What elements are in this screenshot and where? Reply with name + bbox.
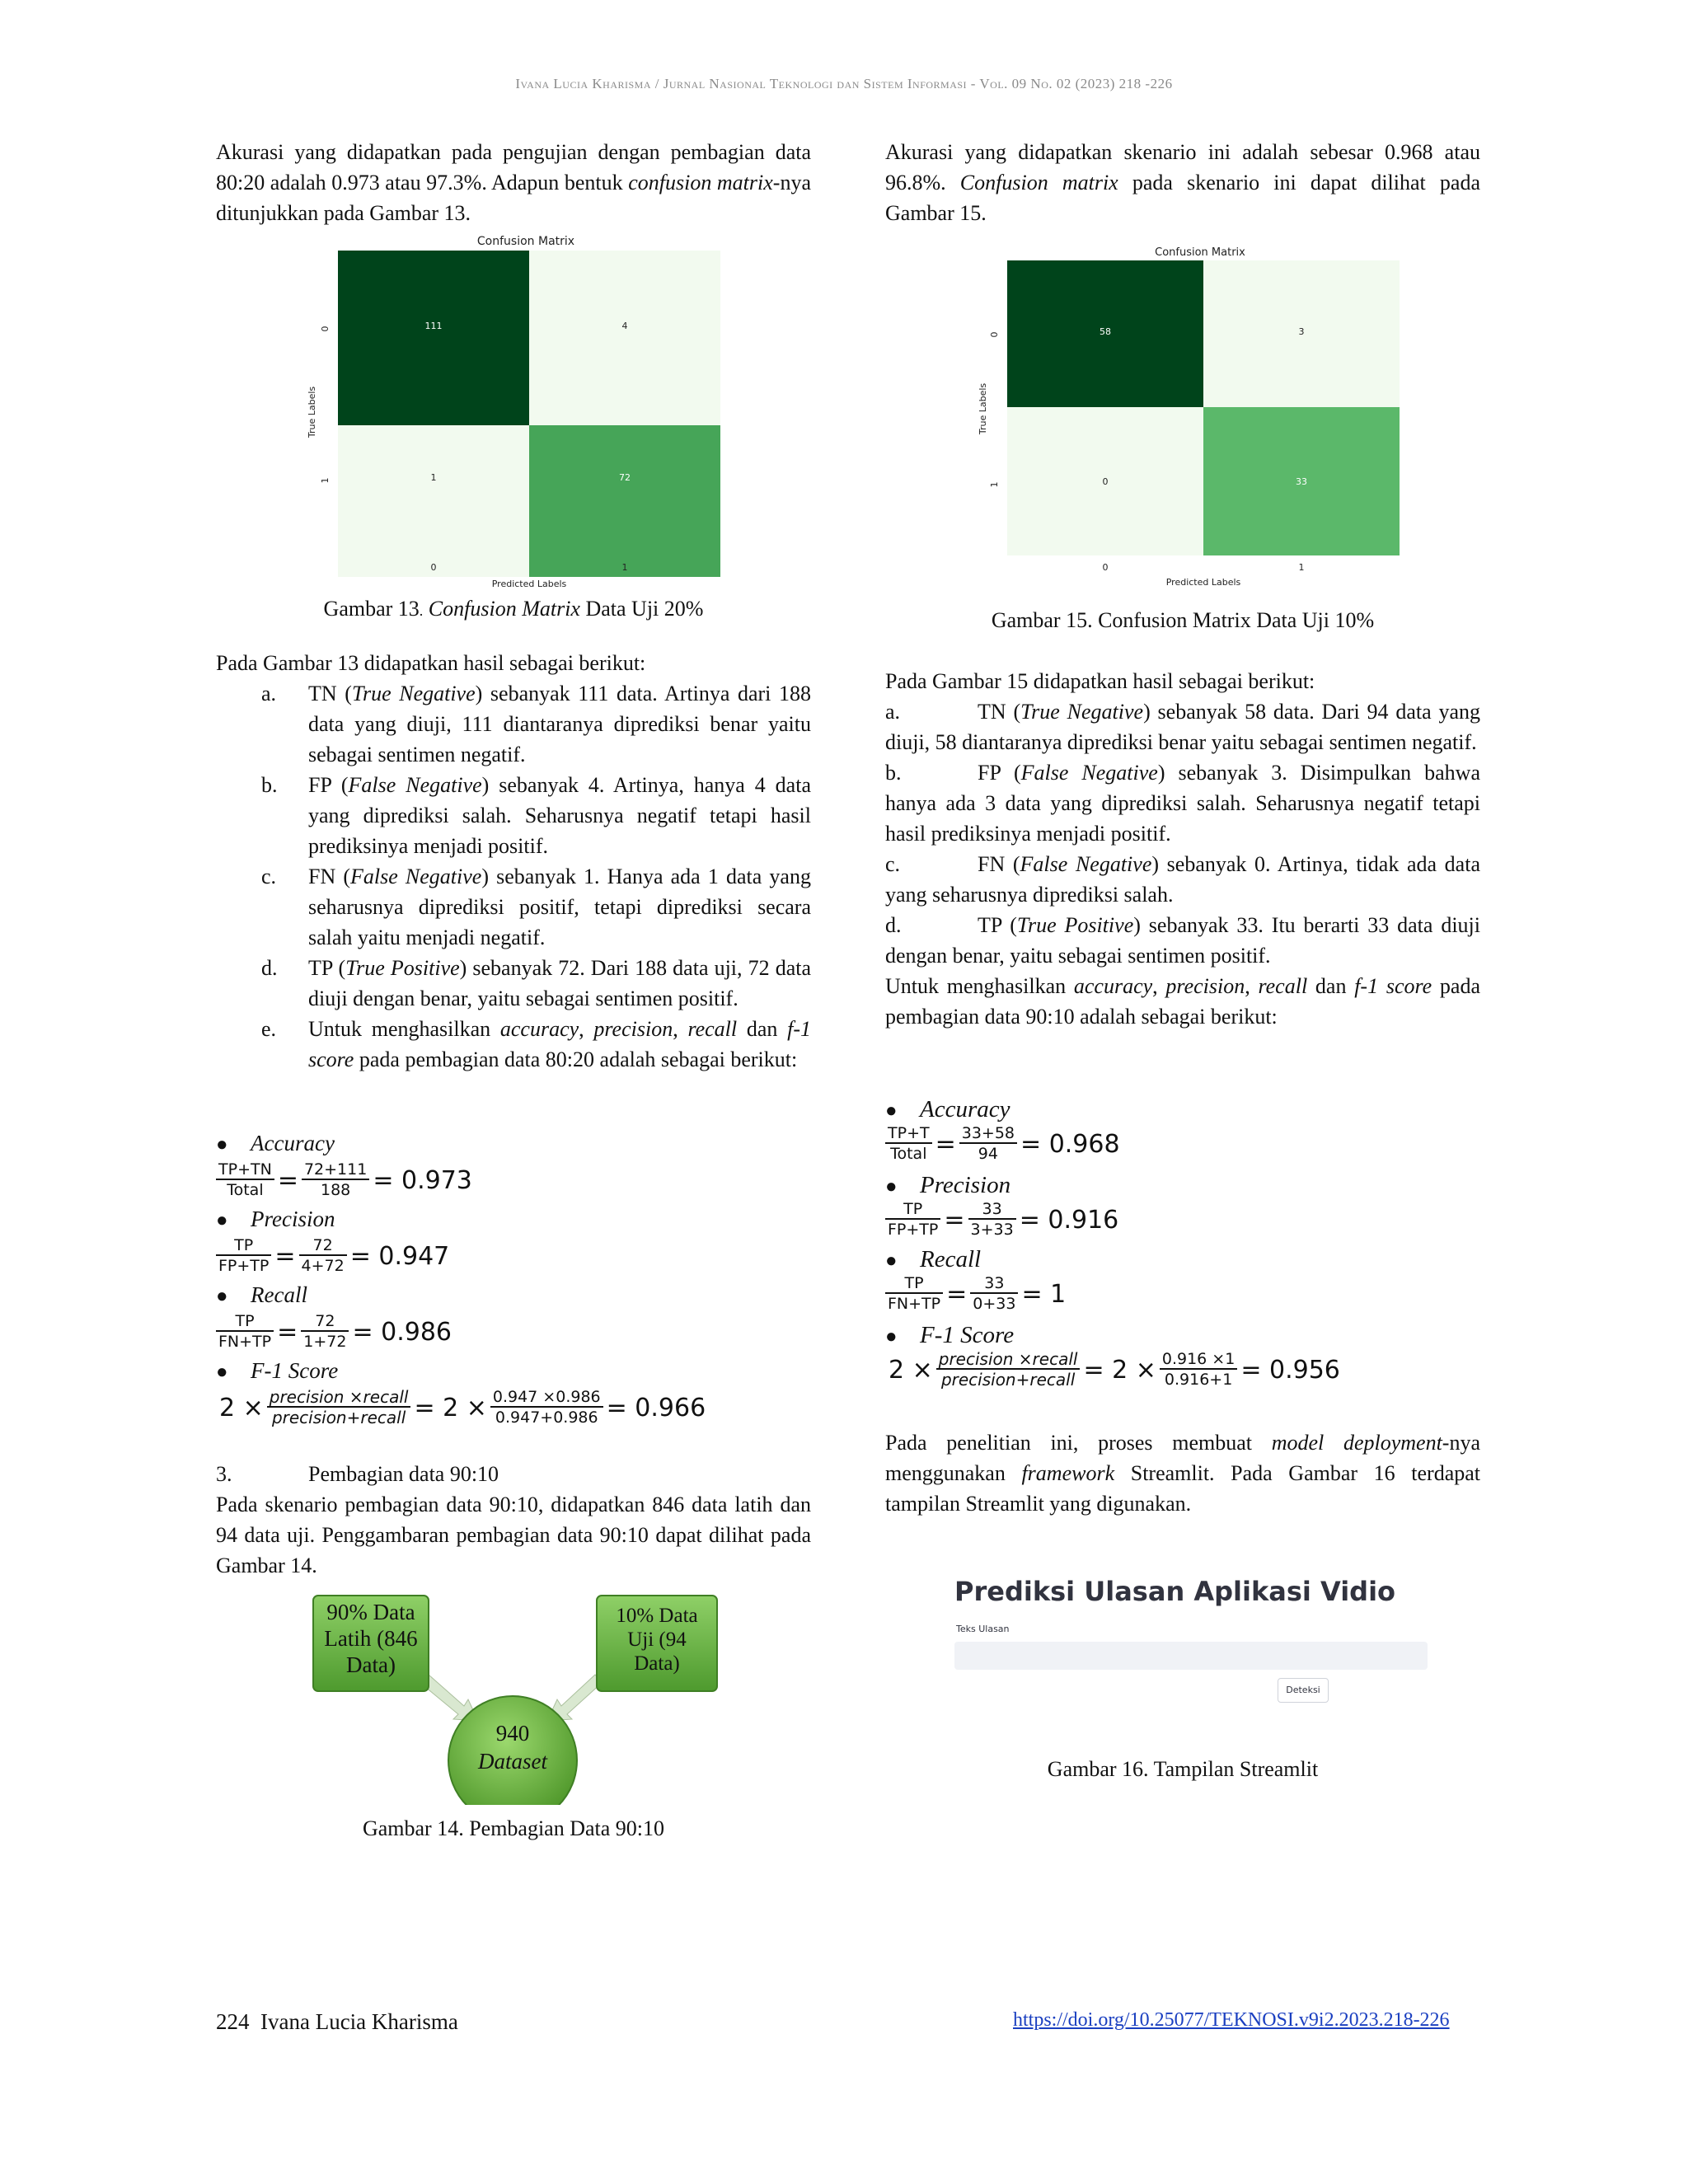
cm13-cell-fn: [338, 425, 529, 577]
right-metric-recall-name: ● Recall: [885, 1246, 982, 1272]
cm15-ylabel: True Labels: [978, 382, 988, 435]
right-closing: Untuk menghasilkan accuracy, precision, recall dan f-1 score pada pembagian data 90:10 adalah sebagai berikut:: [885, 974, 1481, 1029]
box-train-text: 90% Data Latih (846 Data): [324, 1600, 418, 1677]
cm13-value-fn: 1: [430, 472, 437, 483]
cm15-value-fn: 0: [1102, 476, 1109, 487]
cm15-title: Confusion Matrix: [1155, 246, 1245, 259]
cm13-value-tn: 111: [424, 321, 443, 331]
left-item-d: d. TP (True Positive) sebanyak 72. Dari 188 data uji, 72 data diuji dengan benar, yaitu sebagai sentimen positif.: [261, 956, 811, 1010]
cm13-xtick-1: 1: [621, 562, 628, 573]
cm15-value-fp: 3: [1298, 326, 1305, 337]
left-results: [216, 648, 811, 1075]
right-metric-accuracy-name: ● Accuracy: [885, 1096, 1010, 1122]
cm15-xtick-0: 0: [1102, 562, 1109, 573]
figure-14: [305, 1592, 730, 1813]
cm13-cell-fp: [529, 251, 720, 425]
right-deploy-paragraph: Pada penelitian ini, proses membuat model deployment-nya menggunakan framework Streamlit. Pada Gambar 16 terdapat tampilan Streamlit yang digunakan.: [885, 1431, 1480, 1516]
right-results: [885, 666, 1480, 1032]
section-title: Pembagian data 90:10: [308, 1462, 499, 1486]
right-metric-f1-name: ● F-1 Score: [885, 1322, 1015, 1348]
left-item-a: a. TN (True Negative) sebanyak 111 data. Artinya dari 188 data yang diuji, 111 diantaranya diprediksi benar yaitu sebagai sentimen negatif.: [261, 682, 812, 766]
box-test-text: 10% Data Uji (94 Data): [616, 1605, 698, 1675]
streamlit-text-input[interactable]: [954, 1642, 1428, 1670]
right-results-intro: Pada Gambar 15 didapatkan hasil sebagai berikut:: [885, 669, 1315, 693]
left-intro: Akurasi yang didapatkan pada pengujian dengan pembagian data 80:20 adalah 0.973 atau 97.3%. Adapun bentuk confusion matrix-nya ditunjukkan pada Gambar 13.: [216, 140, 811, 225]
cm15-ytick-0: 0: [989, 331, 1000, 338]
figure-16-caption: Gambar 16. Tampilan Streamlit: [1047, 1757, 1319, 1781]
figure-16-streamlit: [948, 1566, 1442, 1714]
figure-14-caption: Gambar 14. Pembagian Data 90:10: [362, 1816, 665, 1840]
circle-dataset-text: 940 Dataset: [478, 1721, 547, 1774]
left-item-b: b. FP (False Negative) sebanyak 4. Artinya, hanya 4 data yang diprediksi salah. Seharusnya negatif tetapi hasil prediksinya menjadi positif.: [261, 773, 811, 858]
confusion-matrix-15: [978, 244, 1406, 592]
right-metric-precision-name: ● Precision: [885, 1172, 1011, 1198]
right-metric-precision-formula: $\frac{TP}{FP+TP}$ = $\frac{33}{3+33}$ = 0.916: [885, 1200, 1122, 1240]
left-metric-precision-name: ● Precision: [216, 1207, 335, 1231]
cm13-cell-tp: [529, 425, 720, 577]
figure-13: [303, 231, 732, 593]
cm13-ylabel: True Labels: [307, 386, 317, 438]
left-metric-f1-name: ● F-1 Score: [216, 1358, 339, 1383]
right-item-b: b. FP (False Negative) sebanyak 3. Disimpulkan bahwa hanya ada 3 data yang diprediksi salah. Seharusnya negatif tetapi hasil prediksinya menjadi positif.: [885, 761, 1480, 846]
split-paragraph: Pada skenario pembagian data 90:10, didapatkan 846 data latih dan 94 data uji. Penggambaran pembagian data 90:10 dapat dilihat pada Gambar 14.: [216, 1493, 811, 1577]
section-number: 3.: [216, 1462, 232, 1486]
left-metric-f1-formula: 2 × $\frac{\text{precision ×recall}}{\text{precision+recall}}$ = 2 × $\frac{0.947 \times 0.986}{0.947+0.986}$ = 0.966: [219, 1387, 706, 1427]
cm15-xlabel: Predicted Labels: [1165, 577, 1241, 588]
left-item-e: e. Untuk menghasilkan accuracy, precision, recall dan f-1 score pada pembagian data 80:20 adalah sebagai berikut:: [261, 1017, 812, 1071]
cm13-value-fp: 4: [621, 321, 628, 331]
left-item-c: c. FN (False Negative) sebanyak 1. Hanya ada 1 data yang seharusnya diprediksi positif, tetapi diprediksi secara salah yaitu menjadi negatif.: [261, 865, 811, 949]
cm15-ytick-1: 1: [989, 481, 1000, 488]
footer-page: 224 Ivana Lucia Kharisma: [216, 2009, 458, 2034]
left-metric-recall-formula: $\frac{TP}{FN+TP}$ = $\frac{72}{1+72}$ = 0.986: [216, 1312, 455, 1352]
right-metric-accuracy-formula: $\frac{TP+T}{\text{Total}}$ = $\frac{33+58}{94}$ = 0.968: [885, 1124, 1123, 1164]
streamlit-app-title: Prediksi Ulasan Aplikasi Vidio: [954, 1576, 1396, 1607]
right-intro: Akurasi yang didapatkan skenario ini adalah sebesar 0.968 atau 96.8%. Confusion matrix pada skenario ini dapat dilihat pada Gambar 15.: [885, 140, 1480, 225]
confusion-matrix-13: [303, 231, 732, 593]
cm13-xlabel: Predicted Labels: [491, 579, 567, 589]
cm13-xtick-0: 0: [430, 562, 437, 573]
right-metric-recall-formula: $\frac{TP}{FN+TP}$ = $\frac{33}{0+33}$ = 1: [885, 1274, 1069, 1314]
cm13-ytick-1: 1: [320, 477, 331, 484]
running-head: Ivana Lucia Kharisma / Jurnal Nasional Teknologi dan Sistem Informasi - Vol. 09 No. 02 (2023) 218 -226: [515, 76, 1173, 91]
left-metric-accuracy-formula: $\frac{TP+TN}{\text{Total}}$ = $\frac{72+111}{188}$ = 0.973: [216, 1160, 476, 1200]
left-results-intro: Pada Gambar 13 didapatkan hasil sebagai berikut:: [216, 651, 646, 675]
cm13-title: Confusion Matrix: [476, 235, 575, 248]
right-item-c: c. FN (False Negative) sebanyak 0. Artinya, tidak ada data yang seharusnya diprediksi salah.: [885, 852, 1480, 907]
figure-13-caption: Gambar 13. Confusion Matrix Data Uji 20%: [323, 597, 704, 621]
cm15-value-tn: 58: [1100, 326, 1111, 337]
left-results-list: [216, 678, 811, 1075]
cm13-value-tp: 72: [619, 472, 631, 483]
figure-15: [978, 244, 1406, 592]
left-metric-accuracy-name: ● Accuracy: [216, 1131, 335, 1155]
detect-button[interactable]: Deteksi: [1278, 1678, 1329, 1703]
right-metric-f1-formula: 2 × $\frac{\text{precision ×recall}}{\text{precision+recall}}$ = 2 × $\frac{0.916 \times 1}{0.916+1}$ = 0.956: [889, 1349, 1340, 1390]
right-results-list: [885, 696, 1480, 971]
cm13-cell-tn: [338, 251, 529, 425]
streamlit-field-label: Teks Ulasan: [956, 1624, 1010, 1634]
left-metric-recall-name: ● Recall: [216, 1282, 307, 1307]
figure-15-caption: Gambar 15. Confusion Matrix Data Uji 10%: [991, 608, 1375, 632]
cm13-ytick-0: 0: [320, 326, 331, 332]
footer-doi-link[interactable]: https://doi.org/10.25077/TEKNOSI.v9i2.2023.218-226: [1013, 2009, 1450, 2031]
right-item-a: a. TN (True Negative) sebanyak 58 data. Dari 94 data yang diuji, 58 diantaranya diprediksi benar yaitu sebagai sentimen negatif.: [885, 700, 1481, 754]
left-section-3: [216, 1459, 811, 1581]
cm15-value-tp: 33: [1296, 476, 1307, 487]
left-metric-precision-formula: $\frac{TP}{FP+TP}$ = $\frac{72}{4+72}$ = 0.947: [216, 1236, 452, 1276]
cm15-xtick-1: 1: [1298, 562, 1305, 573]
right-item-d: d. TP (True Positive) sebanyak 33. Itu berarti 33 data diuji dengan benar, yaitu sebagai sentimen positif.: [885, 913, 1480, 968]
